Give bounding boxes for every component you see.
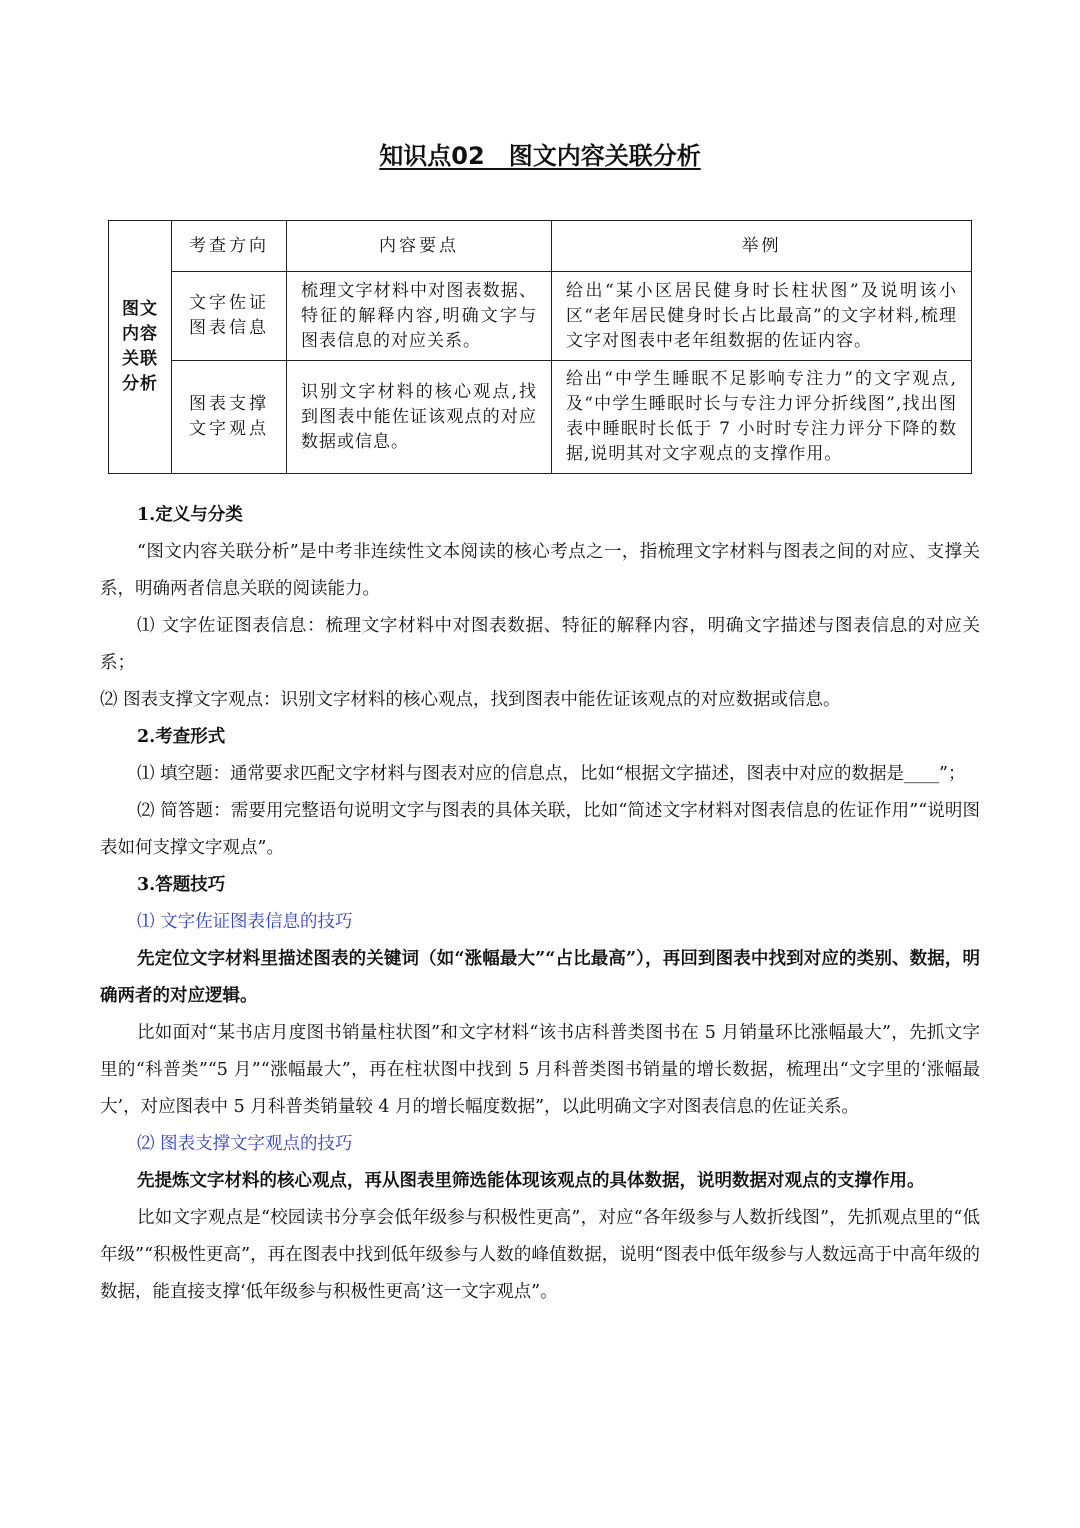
- paragraph: “图文内容关联分析”是中考非连续性文本阅读的核心考点之一，指梳理文字材料与图表之间的对应、支撑关系，明确两者信息关联的阅读能力。: [100, 542, 980, 599]
- paragraph: 先提炼文字材料的核心观点，再从图表里筛选能体现该观点的具体数据，说明数据对观点的支撑作用。: [137, 1171, 925, 1191]
- table-cell: 文字佐证图表信息: [172, 272, 287, 361]
- table-row: [109, 272, 972, 361]
- paragraph: ⑴ 填空题：通常要求匹配文字材料与图表对应的信息点，比如“根据文字描述，图表中对应的数据是____”；: [137, 764, 966, 784]
- table-header: 举例: [552, 221, 972, 272]
- subheading: ⑵ 图表支撑文字观点的技巧: [137, 1134, 353, 1154]
- paragraph: ⑵ 简答题：需要用完整语句说明文字与图表的具体关联，比如“简述文字材料对图表信息的佐证作用”“说明图表如何支撑文字观点”。: [100, 801, 980, 858]
- table-cell: 梳理文字材料中对图表数据、特征的解释内容,明确文字与图表信息的对应关系。: [287, 272, 552, 361]
- section-heading: 2.考查形式: [137, 727, 226, 747]
- table-side-label: 图文内容关联分析: [109, 221, 172, 474]
- section-heading: 1.定义与分类: [137, 505, 243, 525]
- table-row: [109, 361, 972, 474]
- table-cell: 给出“某小区居民健身时长柱状图”及说明该小区“老年居民健身时长占比最高”的文字材料,梳理文字对图表中老年组数据的佐证内容。: [552, 272, 972, 361]
- table-cell: 识别文字材料的核心观点,找到图表中能佐证该观点的对应数据或信息。: [287, 361, 552, 474]
- subheading: ⑴ 文字佐证图表信息的技巧: [137, 912, 353, 932]
- paragraph: 比如面对“某书店月度图书销量柱状图”和文字材料“该书店科普类图书在 5 月销量环比涨幅最大”，先抓文字里的“科普类”“5 月”“涨幅最大”，再在柱状图中找到 5 月科普类图书销量的增长数据，梳理出“文字里的‘涨幅最大’，对应图表中 5 月科普类销量较 4 月的增长幅度数据”，以此明确文字对图表信息的佐证关系。: [100, 1023, 980, 1117]
- table-header: 考查方向: [172, 221, 287, 272]
- document-body: [100, 497, 980, 1311]
- table-cell: 给出“中学生睡眠不足影响专注力”的文字观点,及“中学生睡眠时长与专注力评分折线图”,找出图表中睡眠时长低于 7 小时时专注力评分下降的数据,说明其对文字观点的支撑作用。: [552, 361, 972, 474]
- section-heading: 3.答题技巧: [137, 875, 226, 895]
- knowledge-table: [108, 220, 972, 474]
- paragraph: ⑵ 图表支撑文字观点：识别文字材料的核心观点，找到图表中能佐证该观点的对应数据或信息。: [100, 690, 841, 710]
- paragraph: ⑴ 文字佐证图表信息：梳理文字材料中对图表数据、特征的解释内容，明确文字描述与图表信息的对应关系；: [100, 616, 980, 673]
- table-header-row: [109, 221, 972, 272]
- paragraph: 先定位文字材料里描述图表的关键词（如“涨幅最大”“占比最高”），再回到图表中找到对应的类别、数据，明确两者的对应逻辑。: [100, 949, 980, 1006]
- paragraph: 比如文字观点是“校园读书分享会低年级参与积极性更高”，对应“各年级参与人数折线图”，先抓观点里的“低年级”“积极性更高”，再在图表中找到低年级参与人数的峰值数据，说明“图表中低年级参与人数远高于中高年级的数据，能直接支撑‘低年级参与积极性更高’这一文字观点”。: [100, 1208, 980, 1302]
- table-header: 内容要点: [287, 221, 552, 272]
- page-title: 知识点02 图文内容关联分析: [379, 142, 701, 170]
- table-cell: 图表支撑文字观点: [172, 361, 287, 474]
